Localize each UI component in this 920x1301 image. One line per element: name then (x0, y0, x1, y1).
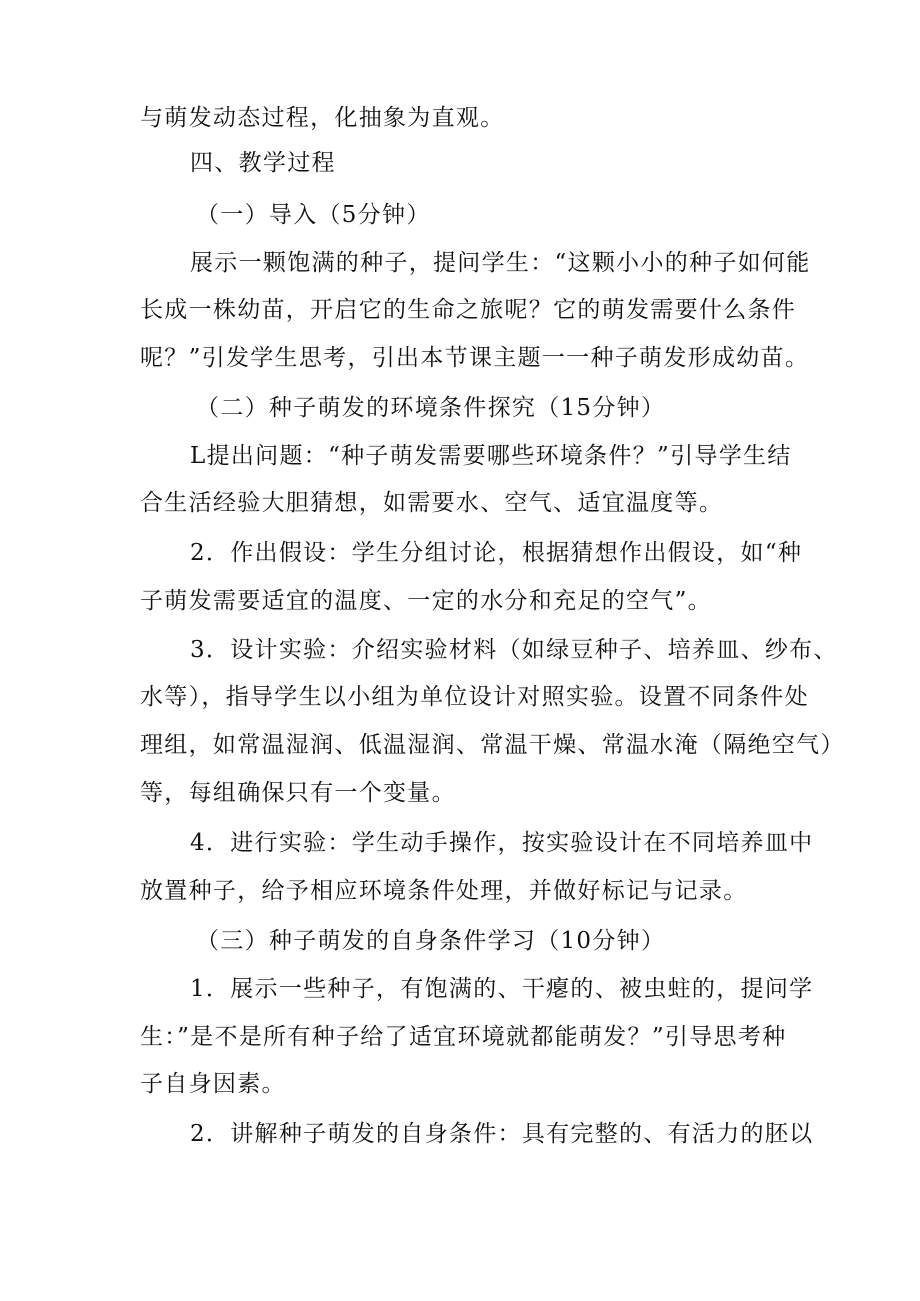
text-line: 与萌发动态过程，化抽象为直观。 (140, 105, 505, 131)
text-line: 生：”是不是所有种子给了适宜环境就都能萌发？”引导思考种 (140, 1024, 787, 1050)
subsection-heading: （三）种子萌发的自身条件学习（10分钟） (196, 928, 666, 954)
text-line: 长成一株幼苗，开启它的生命之旅呢？它的萌发需要什么条件 (140, 297, 797, 323)
subsection-heading: （一）导入（5分钟） (196, 202, 431, 228)
text-line: 子萌发需要适宜的温度、一定的水分和充足的空气”。 (140, 588, 712, 614)
text-line: L提出问题：“种子萌发需要哪些环境条件？”引导学生结 (190, 443, 792, 469)
text-line: 合生活经验大胆猜想，如需要水、空气、适宜温度等。 (140, 490, 724, 516)
subsection-heading: （二）种子萌发的环境条件探究（15分钟） (196, 395, 666, 421)
text-line: 子自身因素。 (140, 1071, 286, 1097)
text-line: 放置种子，给予相应环境条件处理，并做好标记与记录。 (140, 878, 748, 904)
text-line: 2．作出假设：学生分组讨论，根据猜想作出假设，如“种 (190, 540, 803, 566)
text-line: 1．展示一些种子，有饱满的、干瘪的、被虫蛀的，提问学 (190, 976, 814, 1002)
text-line: 3．设计实验：介绍实验材料（如绿豆种子、培养皿、纱布、 (190, 637, 838, 663)
text-line: 4．进行实验：学生动手操作，按实验设计在不同培养皿中 (190, 830, 814, 856)
text-line: 呢？”引发学生思考，引出本节课主题一一种子萌发形成幼苗。 (140, 345, 810, 371)
text-line: 水等），指导学生以小组为单位设计对照实验。设置不同条件处 (140, 684, 809, 710)
text-line: 理组，如常温湿润、低温湿润、常温干燥、常温水淹（隔绝空气） (140, 732, 845, 758)
text-line: 等，每组确保只有一个变量。 (140, 780, 456, 806)
text-line: 2．讲解种子萌发的自身条件：具有完整的、有活力的胚以 (190, 1121, 814, 1147)
text-line: 展示一颗饱满的种子，提问学生：“这颗小小的种子如何能 (190, 250, 811, 276)
section-heading: 四、教学过程 (190, 150, 336, 176)
